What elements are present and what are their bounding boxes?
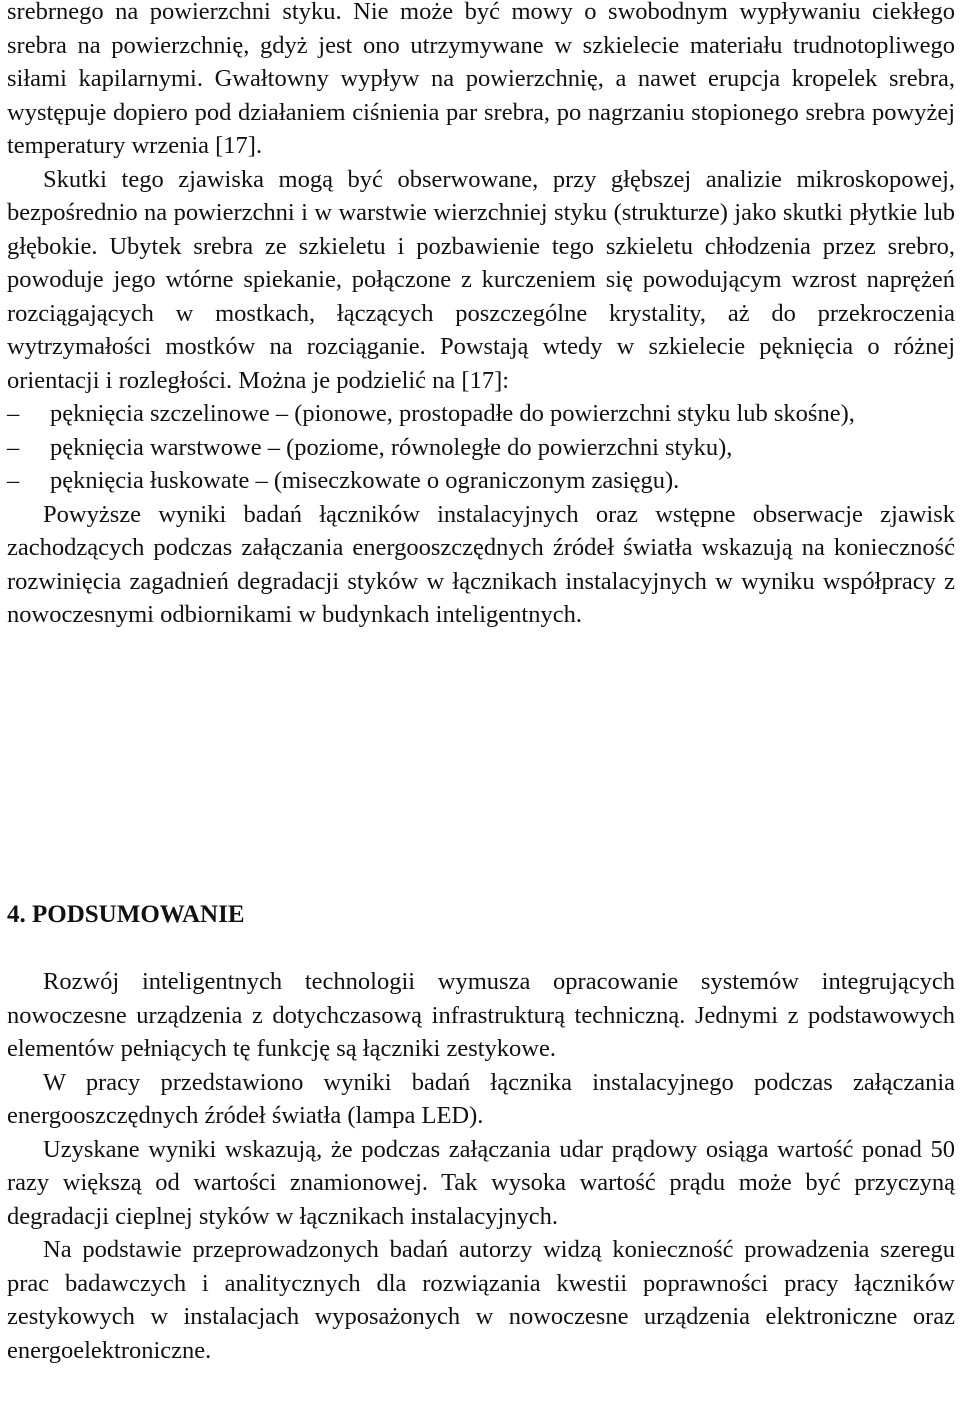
paragraph-research-conclusion: Powyższe wyniki badań łączników instalacyjnych oraz wstępne obserwacje zjawisk zachodzących podczas załączania energooszczędnych źródeł światła wskazują na konieczność rozwinięcia zagadnień degradacji styków w łącznikach instalacyjnych w wyniku współpracy z nowoczesnymi odbiornikami w budynkach inteligentnych. — [7, 500, 955, 628]
dash-bullet: – — [7, 433, 20, 461]
paragraph-silver-outflow: srebrnego na powierzchni styku. Nie może być mowy o swobodnym wypływaniu ciekłego srebra na powierzchnię, gdyż jest ono utrzymywane w szkielecie materiału trudnotopliwego siłami kapilarnymi. Gwałtowny wypływ na powierzchnię, a nawet erupcja kropelek srebra, występuje dopiero pod działaniem ciśnienia par srebra, po nagrzaniu stopionego srebra powyżej temperatury wrzenia [17]. — [7, 0, 955, 159]
section-heading: 4. PODSUMOWANIE — [7, 901, 245, 928]
dash-bullet: – — [7, 400, 20, 427]
section-body-continued — [7, 0, 955, 632]
list-item-text: pęknięcia szczelinowe – (pionowe, prostopadłe do powierzchni styku lub skośne), — [50, 400, 855, 427]
list-item-text: pęknięcia warstwowe – (poziome, równoległe do powierzchni styku), — [50, 433, 733, 461]
list-item-text: pęknięcia łuskowate – (miseczkowate o ograniczonym zasięgu). — [50, 467, 680, 494]
crack-types-list — [7, 397, 955, 498]
summary-paragraph-2: W pracy przedstawiono wyniki badań łącznika instalacyjnego podczas załączania energooszczędnych źródeł światła (lampa LED). — [7, 1068, 955, 1129]
paragraph-crack-effects: Skutki tego zjawiska mogą być obserwowane, przy głębszej analizie mikroskopowej, bezpośrednio na powierzchni i w warstwie wierzchniej styku (strukturze) jako skutki płytkie lub głębokie. Ubytek srebra ze szkieletu i pozbawienie tego szkieletu chłodzenia przez srebro, powoduje jego wtórne spiekanie, połączone z kurczeniem się powodującym wzrost naprężeń rozciągających w mostkach, łączących poszczególne krystality, aż do przekroczenia wytrzymałości mostków na rozciąganie. Powstają wtedy w szkielecie pęknięcia o różnej orientacji i rozległości. Można je podzielić na [17]: — [7, 165, 955, 394]
section-heading-block — [7, 898, 955, 932]
summary-paragraph-1: Rozwój inteligentnych technologii wymusza opracowanie systemów integrujących nowoczesne urządzenia z dotychczasową infrastrukturą techniczną. Jednymi z podstawowych elementów pełniących tę funkcję są łączniki zestykowe. — [7, 968, 955, 1062]
summary-paragraph-3: Uzyskane wyniki wskazują, że podczas załączania udar prądowy osiąga wartość ponad 50 razy większą od wartości znamionowej. Tak wysoka wartość prądu może być przyczyną degradacji cieplnej styków w łącznikach instalacyjnych. — [7, 1135, 955, 1230]
list-item — [7, 397, 955, 431]
summary-paragraph-4: Na podstawie przeprowadzonych badań autorzy widzą konieczność prowadzenia szeregu prac badawczych i analitycznych dla rozwiązania kwestii poprawności pracy łączników zestykowych w instalacjach wyposażonych w nowoczesne urządzenia elektroniczne oraz energoelektroniczne. — [7, 1236, 955, 1364]
summary-section — [7, 965, 955, 1367]
list-item — [7, 431, 955, 465]
list-item — [7, 464, 955, 498]
dash-bullet: – — [7, 467, 20, 494]
